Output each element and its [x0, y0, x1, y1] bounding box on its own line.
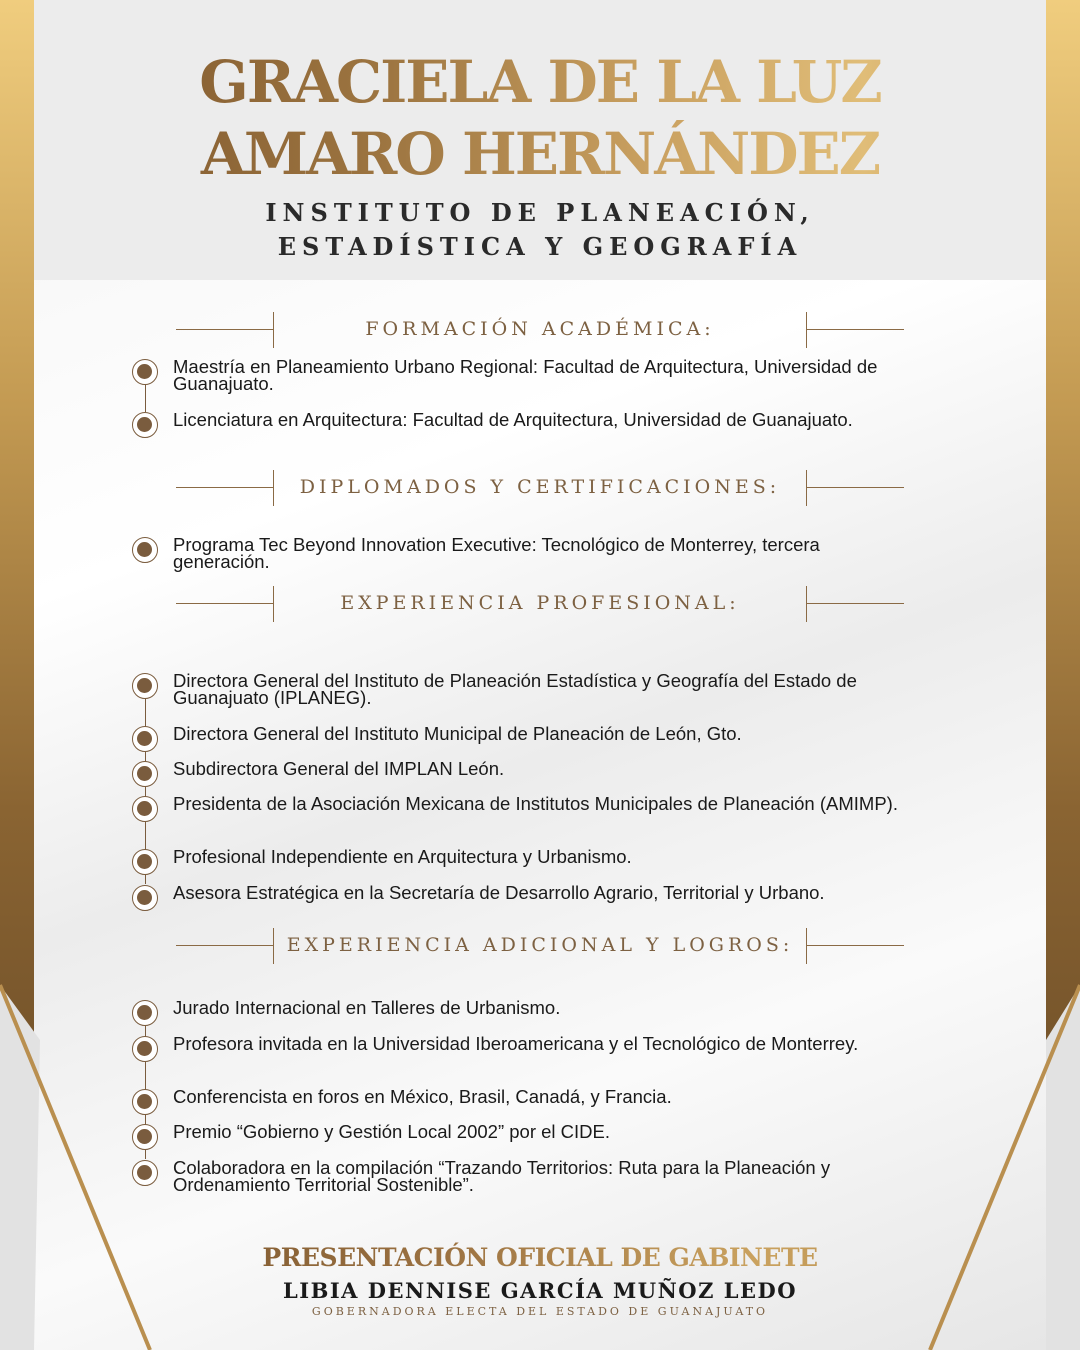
list-item-text: Directora General del Instituto de Planeación Estadística y Geografía del Estado de Guanajuato (IPLANEG).: [173, 670, 857, 708]
section-label: EXPERIENCIA PROFESIONAL:: [340, 592, 740, 614]
bullet-icon: [132, 1124, 158, 1150]
person-name-line2: AMARO HERNÁNDEZ: [200, 120, 880, 188]
section-label: DIPLOMADOS Y CERTIFICACIONES:: [299, 476, 781, 498]
institute-line2: ESTADÍSTICA Y GEOGRAFÍA: [277, 232, 803, 261]
divider-tick: [806, 586, 807, 622]
footer-governor-name: LIBIA DENNISE GARCÍA MUÑOZ LEDO: [283, 1278, 797, 1303]
divider-rule: [806, 487, 904, 488]
list-item-text: Jurado Internacional en Talleres de Urbanismo.: [173, 997, 561, 1018]
list-item-text: Presidenta de la Asociación Mexicana de Institutos Municipales de Planeación (AMIMP).: [173, 793, 898, 814]
bullet-icon: [132, 1160, 158, 1186]
divider-tick: [806, 312, 807, 348]
institute-line1: INSTITUTO DE PLANEACIÓN,: [265, 198, 815, 227]
section-title-formacion: [176, 312, 904, 348]
divider-tick: [806, 928, 807, 964]
bullet-icon: [132, 412, 158, 438]
bullet-icon: [132, 1036, 158, 1062]
bullet-icon: [132, 849, 158, 875]
section-label: EXPERIENCIA ADICIONAL Y LOGROS:: [286, 934, 794, 956]
section-title-adicional: [176, 928, 904, 964]
list-item-text: Subdirectora General del IMPLAN León.: [173, 758, 505, 779]
list-item-text: Profesional Independiente en Arquitectura y Urbanismo.: [173, 846, 632, 867]
bullet-icon: [132, 537, 158, 563]
divider-rule: [806, 329, 904, 330]
bullet-icon: [132, 796, 158, 822]
section-title-experiencia: [176, 586, 904, 622]
bullet-icon: [132, 1000, 158, 1026]
divider-rule: [176, 487, 274, 488]
bullet-icon: [132, 726, 158, 752]
institute-name: [0, 196, 1080, 264]
section-label: FORMACIÓN ACADÉMICA:: [365, 318, 715, 340]
list-item-text: Asesora Estratégica en la Secretaría de Desarrollo Agrario, Territorial y Urbano.: [173, 882, 825, 903]
section-title-diplomados: [176, 470, 904, 506]
list-item-text: Premio “Gobierno y Gestión Local 2002” por el CIDE.: [173, 1121, 611, 1142]
bullet-icon: [132, 885, 158, 911]
bullet-icon: [132, 1089, 158, 1115]
list-item-text: Profesora invitada en la Universidad Iberoamericana y el Tecnológico de Monterrey.: [173, 1033, 859, 1054]
list-item-text: Licenciatura en Arquitectura: Facultad de Arquitectura, Universidad de Guanajuato.: [173, 409, 853, 430]
list-item-text: Conferencista en foros en México, Brasil, Canadá, y Francia.: [173, 1086, 672, 1107]
list-item-text: Programa Tec Beyond Innovation Executive: Tecnológico de Monterrey, tercera generación.: [173, 534, 820, 572]
divider-rule: [806, 603, 904, 604]
divider-rule: [806, 945, 904, 946]
footer-title: PRESENTACIÓN OFICIAL DE GABINETE: [0, 1241, 1080, 1275]
bullet-icon: [132, 359, 158, 385]
divider-tick: [806, 470, 807, 506]
footer-subtitle: GOBERNADORA ELECTA DEL ESTADO DE GUANAJUATO: [311, 1305, 769, 1318]
divider-rule: [176, 945, 274, 946]
divider-rule: [176, 329, 274, 330]
list-item-text: Colaboradora en la compilación “Trazando Territorios: Ruta para la Planeación y Ordenamiento Territorial Sostenible”.: [173, 1157, 831, 1195]
bullet-icon: [132, 673, 158, 699]
person-name-line1: GRACIELA DE LA LUZ: [199, 48, 881, 116]
list-item-text: Maestría en Planeamiento Urbano Regional: Facultad de Arquitectura, Universidad de Guanajuato.: [173, 356, 878, 394]
list-item-text: Directora General del Instituto Municipal de Planeación de León, Gto.: [173, 723, 742, 744]
divider-rule: [176, 603, 274, 604]
bullet-icon: [132, 761, 158, 787]
person-name: [0, 46, 1080, 190]
